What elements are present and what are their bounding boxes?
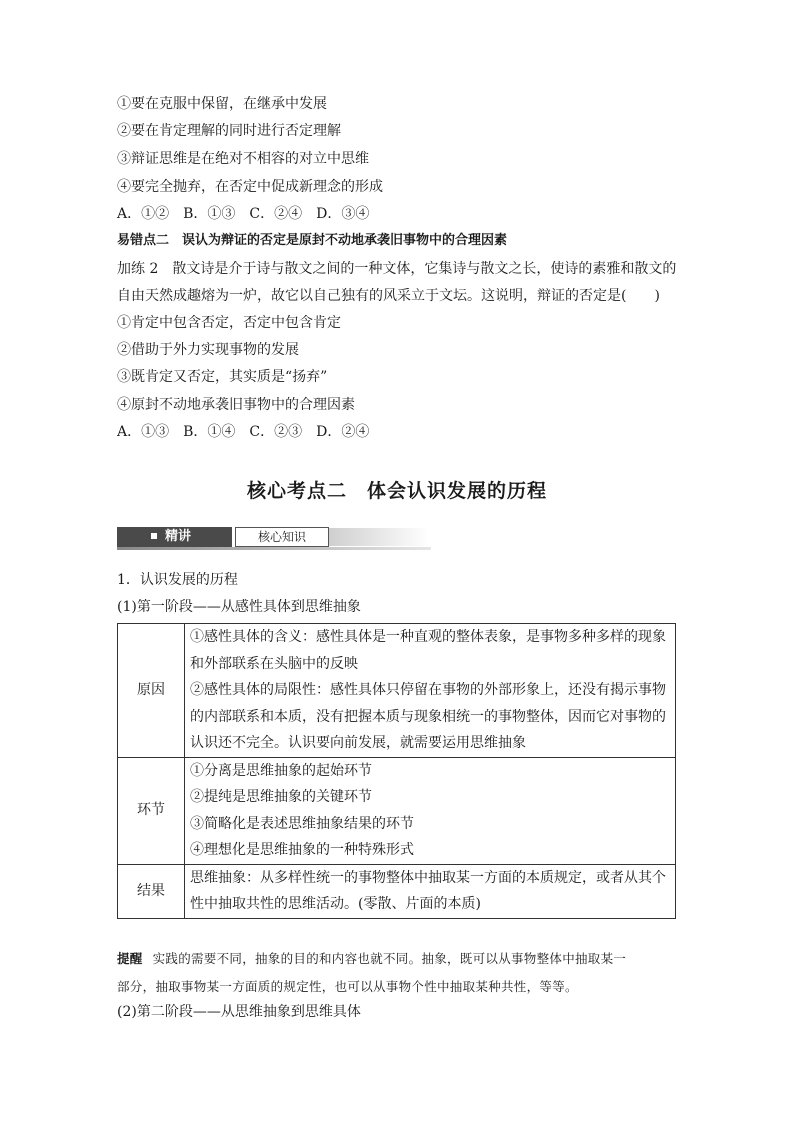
row-line: 性中抽取共性的思维活动。(零散、片面的本质) xyxy=(190,896,481,912)
row-line: 的内部联系和本质，没有把握本质与现象相统一的事物整体，因而它对事物的 xyxy=(190,708,666,725)
row-line: ①感性具体的含义：感性具体是一种直观的整体表象，是事物多种多样的现象 xyxy=(190,629,666,645)
practice2-option-4: ④原封不动地承袭旧事物中的合理因素 xyxy=(117,397,355,413)
practice2-answer-choices: A．①③ B．①④ C．②③ D．②④ xyxy=(117,424,370,440)
tip-text-line1: 实践的需要不同，抽象的目的和内容也就不同。抽象，既可以从事物整体中抽取某一 xyxy=(152,951,627,966)
row-line: 认识还不完全。认识要向前发展，就需要运用思维抽象 xyxy=(190,735,526,751)
row-line: ②感性具体的局限性：感性具体只停留在事物的外部形象上，还没有揭示事物 xyxy=(190,682,666,698)
table-row xyxy=(118,624,676,758)
row-line: 思维抽象：从多样性统一的事物整体中抽取某一方面的本质规定，或者从其个 xyxy=(190,869,666,886)
banner-fade xyxy=(329,528,429,546)
point1-heading: 1．认识发展的历程 xyxy=(117,572,238,588)
tip-label: 提醒 xyxy=(117,951,143,966)
practice2-option-2: ②借助于外力实现事物的发展 xyxy=(117,342,299,358)
section-title: 核心考点二 体会认识发展的历程 xyxy=(246,480,547,502)
banner-dark-tab xyxy=(117,527,232,547)
row-line: ③简略化是表述思维抽象结果的环节 xyxy=(190,815,414,832)
q1-option-1: ①要在克服中保留，在继承中发展 xyxy=(117,96,327,112)
banner-light-tab: 核心知识 xyxy=(235,527,329,547)
practice2-option-3: ③既肯定又否定，其实质是“扬弃” xyxy=(117,369,328,385)
row-line: ①分离是思维抽象的起始环节 xyxy=(190,762,372,779)
row-line: 和外部联系在头脑中的反映 xyxy=(190,655,358,672)
practice2-stem-line2: 自由天然成趣熔为一炉，故它以自己独有的风采立于文坛。这说明，辩证的否定是( ) xyxy=(117,288,660,304)
row-content xyxy=(185,757,676,864)
stage2-heading: (2)第二阶段——从思维抽象到思维具体 xyxy=(117,1004,361,1020)
q1-answer-choices: A．①② B．①③ C．②④ D．③④ xyxy=(117,206,370,222)
knowledge-table xyxy=(117,623,676,919)
tip-line1 xyxy=(117,949,677,969)
row-label: 原因 xyxy=(118,624,185,758)
error-point-title: 易错点二 误认为辩证的否定是原封不动地承袭旧事物中的合理因素 xyxy=(117,233,508,248)
table-row xyxy=(118,757,676,864)
row-label: 环节 xyxy=(118,757,185,864)
row-line: ④理想化是思维抽象的一种特殊形式 xyxy=(190,842,414,858)
q1-option-3: ③辩证思维是在绝对不相容的对立中思维 xyxy=(117,151,369,167)
row-content xyxy=(185,864,676,918)
row-line: ②提纯是思维抽象的关键环节 xyxy=(190,789,372,805)
banner-dark-label: 精讲 xyxy=(165,529,192,544)
practice2-stem-line1: 加练 2 散文诗是介于诗与散文之间的一种文体，它集诗与散文之长，使诗的素雅和散文的 xyxy=(117,261,677,277)
banner-underline xyxy=(117,547,431,550)
square-bullet-icon xyxy=(151,533,157,539)
table-row xyxy=(118,864,676,918)
row-content xyxy=(185,624,676,758)
q1-option-2: ②要在肯定理解的同时进行否定理解 xyxy=(117,123,341,139)
row-label: 结果 xyxy=(118,864,185,918)
section-banner xyxy=(117,527,431,549)
stage1-heading: (1)第一阶段——从感性具体到思维抽象 xyxy=(117,599,361,615)
tip-text-line2: 部分，抽取事物某一方面质的规定性，也可以从事物个性中抽取某种共性，等等。 xyxy=(117,979,578,994)
practice2-option-1: ①肯定中包含否定，否定中包含肯定 xyxy=(117,315,341,331)
q1-option-4: ④要完全抛弃，在否定中促成新理念的形成 xyxy=(117,179,383,195)
